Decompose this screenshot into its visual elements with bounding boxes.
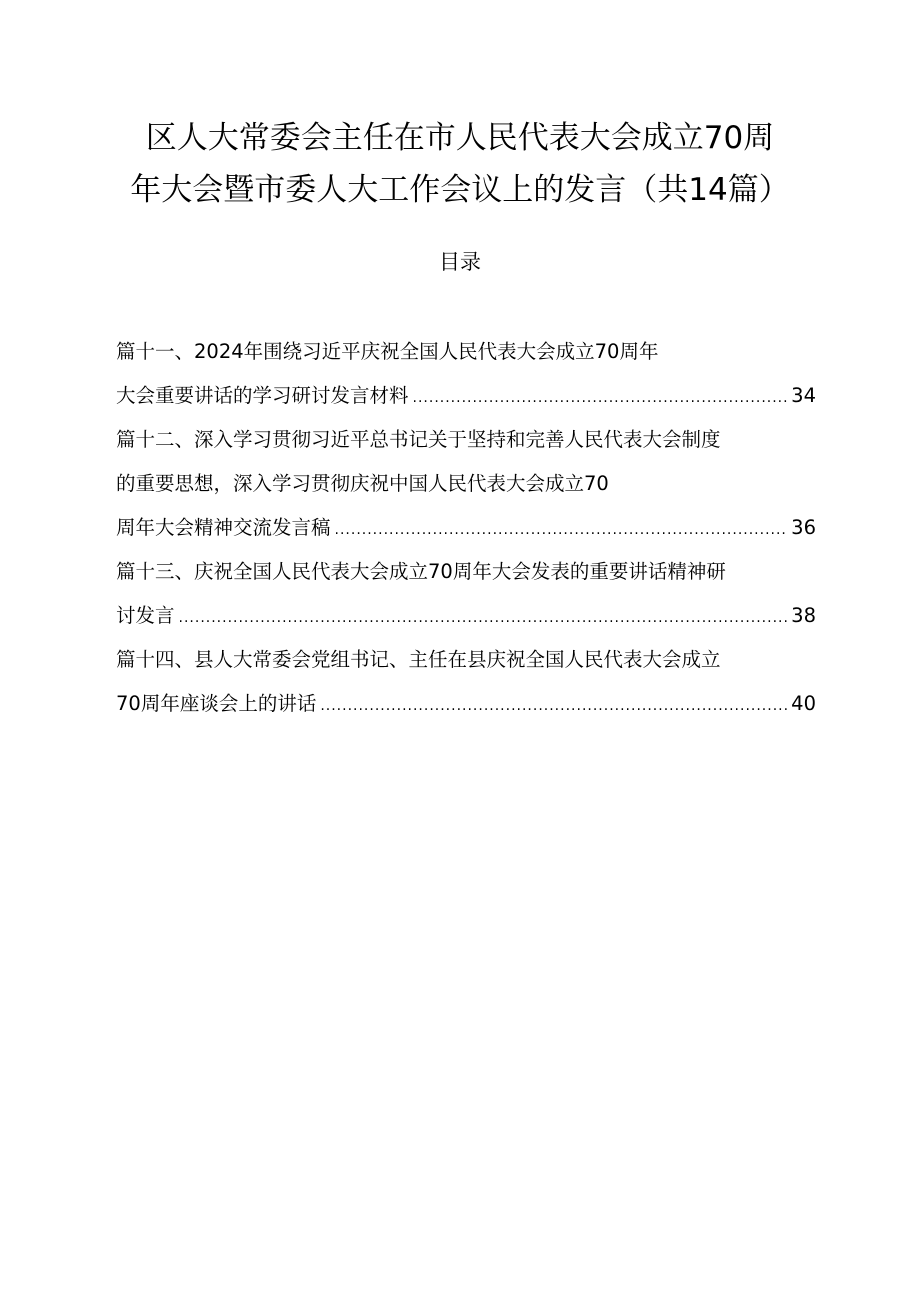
toc-page-number: 34	[791, 384, 816, 407]
toc-entry-11-line-1[interactable]	[116, 330, 816, 374]
dot-leader	[335, 508, 788, 552]
toc-heading: 目录	[439, 250, 481, 274]
toc-page-number: 40	[791, 692, 816, 715]
toc-entry-text: 篇十二、深入学习贯彻习近平总书记关于坚持和完善人民代表大会制度	[116, 428, 721, 451]
title-line-2: 年大会暨市委人大工作会议上的发言（共14篇）	[130, 172, 790, 208]
toc-entry-text: 篇十四、县人大常委会党组书记、主任在县庆祝全国人民代表大会成立	[116, 648, 721, 671]
table-of-contents	[116, 330, 816, 726]
toc-entry-12-line-1[interactable]	[116, 418, 816, 462]
toc-entry-text: 篇十一、2024年围绕习近平庆祝全国人民代表大会成立70周年	[116, 340, 659, 363]
toc-entry-13-line-1[interactable]	[116, 550, 816, 594]
document-title	[0, 112, 920, 216]
toc-entry-text: 篇十三、庆祝全国人民代表大会成立70周年大会发表的重要讲话精神研	[116, 560, 726, 583]
toc-page-number: 38	[791, 604, 816, 627]
title-line-1: 区人大常委会主任在市人民代表大会成立70周	[145, 120, 775, 156]
toc-entry-12-line-2[interactable]	[116, 462, 816, 506]
toc-entry-text: 大会重要讲话的学习研讨发言材料	[116, 384, 409, 407]
dot-leader	[179, 596, 788, 640]
toc-entry-text: 70周年座谈会上的讲话	[116, 692, 317, 715]
dot-leader	[413, 376, 788, 420]
dot-leader	[320, 684, 788, 728]
toc-entry-text: 的重要思想，深入学习贯彻庆祝中国人民代表大会成立70	[116, 472, 609, 495]
toc-entry-text: 讨发言	[116, 604, 175, 627]
toc-entry-12-line-3[interactable]	[116, 506, 816, 550]
toc-entry-text: 周年大会精神交流发言稿	[116, 516, 331, 539]
toc-entry-11-line-2[interactable]	[116, 374, 816, 418]
toc-entry-14-line-1[interactable]	[116, 638, 816, 682]
toc-page-number: 36	[791, 516, 816, 539]
toc-entry-14-line-2[interactable]	[116, 682, 816, 726]
toc-entry-13-line-2[interactable]	[116, 594, 816, 638]
